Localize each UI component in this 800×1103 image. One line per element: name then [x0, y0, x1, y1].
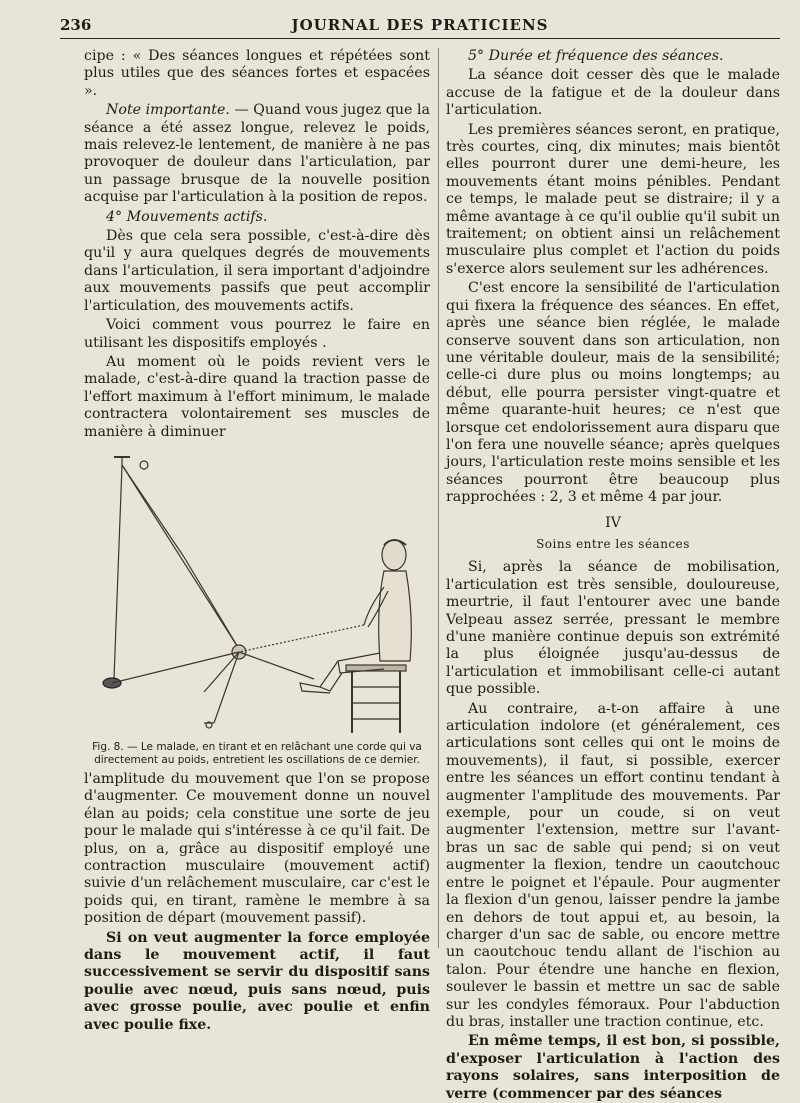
- figure-caption: Fig. 8. — Le malade, en tirant et en relâchant une corde qui va directement au poids, entretient les oscillations de ce dernier.: [92, 740, 422, 766]
- chapter-heading: Soins entre les séances: [536, 536, 690, 551]
- note-paragraph: [84, 102, 430, 206]
- paragraph: Les premières séances seront, en pratique, très courtes, cinq, dix minutes; mais bientôt elles pourront durer une demi-heure, les mouvements étant moins pénibles. Pendant ce temps, le malade peut se distraire; il y a même avantage à ce qu'il oublie qu'il subit un traitement; on obtient ainsi un relâchement musculaire plus complet et l'action du poids s'exerce alors seulement sur les adhérences.: [446, 121, 780, 277]
- page-number: 236: [60, 16, 92, 34]
- chapter-numeral: IV: [605, 514, 621, 531]
- paragraph: C'est encore la sensibilité de l'articulation qui fixera la fréquence des séances. En effet, après une séance bien réglée, le malade conserve souvent dans son articulation, non une véritable douleur, mais de la sensibilité; celle-ci dure plus ou moins longtemps; au début, elle pourra persister vingt-quatre et même quarante-huit heures; ce n'est que lorsque cet endolorissement aura disparu que l'on fera une nouvelle séance; après quelques jours, l'articulation reste moins sensible et les séances pourront être beaucoup plus rapprochées : 2, 3 et même 4 par jour.: [446, 280, 780, 506]
- pendulum-apparatus-drawing: [84, 447, 430, 739]
- page-header: [60, 16, 780, 39]
- journal-title: JOURNAL DES PRATICIENS: [291, 16, 549, 34]
- column-divider: [438, 48, 439, 948]
- right-column: [446, 48, 780, 1103]
- note-text: — Quand vous jugez que la séance a été assez longue, relevez le poids, mais relevez-le lentement, de manière à ne pas provoquer de douleur dans l'articulation, par un passage brusque de la nouvelle position acquise par l'articulation à la position de repos.: [84, 102, 430, 206]
- paragraph: l'amplitude du mouvement que l'on se propose d'augmenter. Ce mouvement donne un nouvel élan au poids; cela constitue une sorte de jeu pour le malade qui s'intéresse à ce qu'il fait. De plus, on a, grâce au dispositif employé une contraction musculaire (mouvement actif) suivie d'un relâchement musculaire, car c'est le poids qui, en tirant, ramène le membre à sa position de départ (mouvement passif).: [84, 770, 430, 927]
- paragraph: Dès que cela sera possible, c'est-à-dire dès qu'il y aura quelques degrés de mouvements dans l'articulation, il sera important d'adjoindre aux mouvements passifs que peut accomplir l'articulation, des mouvements actifs.: [84, 228, 430, 314]
- paragraph: La séance doit cesser dès que le malade accuse de la fatigue et de la douleur dans l'articulation.: [446, 67, 780, 119]
- paragraph: Au contraire, a-t-on affaire à une articulation indolore (et généralement, ces articulations sont celles qui ont le moins de mouvements), il faut, si possible, exercer entre les séances un effort continu tendant à augmenter l'amplitude des mouvements. Par exemple, pour un coude, si on veut augmenter l'extension, mettre sur l'avant-bras un sac de sable qui pend; si on veut augmenter la flexion, tendre un caoutchouc entre le poignet et l'épaule. Pour augmenter la flexion d'un genou, laisser pendre la jambe en dehors de tout appui et, au besoin, la charger d'un sac de sable, ou encore mettre un caoutchouc tendu allant de l'ischion au talon. Pour étendre une hanche en flexion, soulever le bassin et mettre un sac de sable sur les condyles fémoraux. Pour l'abduction du bras, installer une traction continue, etc.: [446, 700, 780, 1030]
- left-column: [84, 48, 430, 1034]
- section-heading: 4° Mouvements actifs.: [106, 208, 268, 225]
- paragraph: Si on veut augmenter la force employée dans le mouvement actif, il faut successivement se servir du dispositif sans poulie avec nœud, puis sans nœud, puis avec grosse poulie, avec poulie et enfin avec poulie fixe.: [84, 929, 430, 1033]
- paragraph: Voici comment vous pourrez le faire en utilisant les dispositifs employés .: [84, 317, 430, 351]
- section-heading: 5° Durée et fréquence des séances.: [468, 48, 724, 64]
- paragraph: Si, après la séance de mobilisation, l'articulation est très sensible, douloureuse, meurtrie, il faut l'entourer avec une bande Velpeau assez serrée, pressant le membre d'une manière continue depuis son extrémité la plus éloignée jusqu'au-dessus de l'articulation et immobilisant celle-ci autant que possible.: [446, 559, 780, 698]
- figure-illustration: [84, 447, 430, 739]
- note-label: Note importante.: [106, 102, 230, 119]
- paragraph: Au moment où le poids revient vers le malade, c'est-à-dire quand la traction passe de l'effort maximum à l'effort minimum, le malade contractera volontairement ses muscles de manière à diminuer: [84, 353, 430, 440]
- paragraph: cipe : « Des séances longues et répétées sont plus utiles que des séances fortes et espacées ».: [84, 48, 430, 99]
- paragraph: En même temps, il est bon, si possible, d'exposer l'articulation à l'action des rayons solaires, sans interposition de verre (commencer par des séances: [446, 1033, 780, 1102]
